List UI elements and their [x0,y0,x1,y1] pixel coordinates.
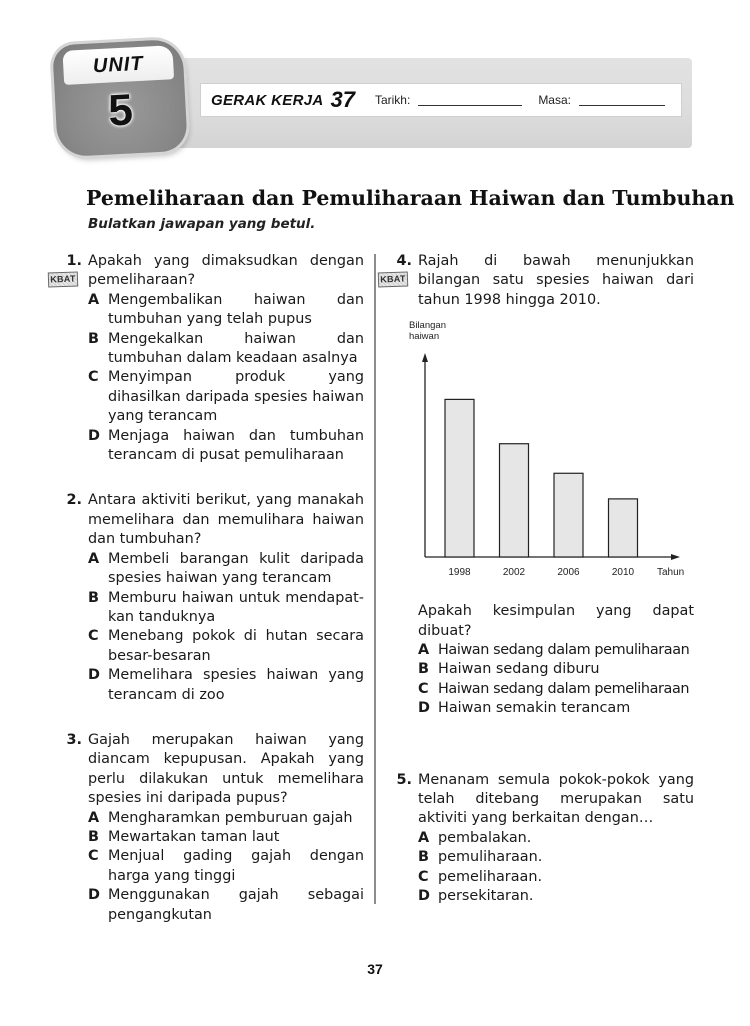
option-text: Menjual gading gajah dengan harga yang tinggi [108,848,364,884]
option-text: Mengekalkan haiwan dan tumbuhan dalam keadaan asalnya [108,330,364,367]
option-b[interactable] [88,589,364,628]
option-text: Menggunakan gajah sebagai pengangkutan [108,887,364,923]
question-number: 5. [396,771,412,788]
time-label: Masa: [538,93,571,107]
unit-tab [62,45,174,85]
chart-x-tick-label: 2010 [611,567,635,579]
unit-badge [52,39,188,158]
option-letter: C [418,680,429,697]
option-text: Mengharamkan pemburuan gajah [108,809,353,826]
worksheet-bar [200,83,682,117]
chart-bar-2010 [609,499,638,557]
option-letter: D [88,427,100,444]
option-a[interactable] [418,829,694,848]
page-number: 37 [367,961,383,977]
option-letter: A [88,809,100,826]
unit-number: 5 [107,85,135,136]
option-text: Mewartakan taman laut [108,828,280,845]
question-4 [378,252,694,719]
chart-x-tick-label: 2006 [557,567,580,579]
question-text: Rajah di bawah menunjukkan bilangan satu spesies haiwan dari tahun 1998 hingga 2010. [418,253,694,308]
option-letter: A [88,550,100,567]
option-text: Menyimpan produk yang dihasilkan daripada spesies haiwan yang terancam [108,369,364,425]
question-followup: Apakah kesimpulan yang dapat dibuat? [418,603,694,639]
page-title: Pemeliharaan dan Pemuliharaan Haiwan dan Tumbuhan [86,186,735,210]
option-letter: B [418,849,429,866]
column-divider [374,254,376,904]
time-field[interactable] [579,105,665,106]
question-number: 4. [396,253,412,269]
question-number: 2. [66,492,82,509]
option-letter: C [418,868,429,885]
option-letter: B [88,330,99,347]
date-label: Tarikh: [374,93,411,107]
option-letter: C [88,369,99,386]
option-letter: C [88,848,99,865]
chart-y-axis-label: Bilangan haiwan [409,320,446,343]
option-text: Haiwan sedang dalam pemeliharaan [438,680,690,697]
option-letter: D [418,700,430,717]
option-a[interactable] [88,550,364,589]
option-d[interactable] [88,666,364,705]
option-d[interactable] [418,887,694,906]
option-text: Haiwan semakin terancam [438,700,631,717]
bar-chart [400,320,700,580]
option-text: pembalakan. [438,829,532,846]
question-3 [48,731,364,925]
option-text: persekitaran. [438,888,534,905]
question-text: Gajah merupakan haiwan yang diancam kepupusan. Apakah yang perlu dilakukan untuk memelihara spesies ini daripada pupus? [88,731,364,807]
left-column [48,252,364,943]
question-text: Menanam semula pokok-pokok yang telah ditebang merupakan satu aktiviti yang berkaitan dengan… [418,771,694,827]
option-letter: A [418,829,430,846]
option-c[interactable] [88,847,364,886]
option-b[interactable] [88,828,364,847]
chart-bar-2006 [554,473,583,557]
right-column [378,252,694,925]
option-letter: A [88,291,100,308]
option-text: Haiwan sedang diburu [438,661,600,678]
option-d[interactable] [88,886,364,925]
option-text: Memburu haiwan untuk mendapat-kan tanduknya [108,589,364,625]
date-field[interactable] [418,105,522,106]
question-number: 3. [66,731,82,748]
option-b[interactable] [418,848,694,867]
option-letter: B [88,589,99,606]
hots-badge-icon: KBAT [378,271,409,287]
worksheet-title: GERAK KERJA [211,91,324,109]
option-text: pemeliharaan. [438,868,543,885]
option-letter: A [418,642,430,659]
option-a[interactable] [418,641,694,660]
chart-x-axis-label: Tahun [657,567,685,579]
worksheet-number: 37 [330,87,355,112]
chart-bar-2002 [500,444,529,557]
unit-label: UNIT [92,52,145,77]
chart-bar-1998 [445,400,474,558]
option-b[interactable] [88,330,364,369]
question-number: 1. [66,253,82,269]
option-text: pemuliharaan. [438,849,543,866]
chart-x-tick-label: 2002 [502,567,526,579]
option-letter: C [88,628,99,645]
option-letter: B [418,661,429,678]
option-c[interactable] [418,680,694,699]
question-1 [48,252,364,465]
option-c[interactable] [418,868,694,887]
option-text: Membeli barangan kulit daripada spesies haiwan yang terancam [108,550,364,587]
question-text: Antara aktiviti berikut, yang manakah memelihara dan memulihara haiwan dan tumbuhan? [88,492,364,548]
question-2 [48,491,364,704]
hots-badge-icon: KBAT [48,271,79,287]
option-c[interactable] [88,368,364,426]
chart-x-tick-label: 1998 [448,567,471,579]
option-letter: B [88,828,99,845]
instruction: Bulatkan jawapan yang betul. [88,216,316,232]
option-c[interactable] [88,627,364,666]
option-text: Memelihara spesies haiwan yang terancam di zoo [108,667,364,703]
option-text: Mengembalikan haiwan dan tumbuhan yang telah pupus [108,291,364,328]
option-text: Menebang pokok di hutan secara besar-besaran [108,628,364,664]
chart-plot [400,320,700,580]
option-a[interactable] [88,809,364,828]
option-text: Haiwan sedang dalam pemuliharaan [438,642,690,659]
option-a[interactable] [88,291,364,330]
option-text: Menjaga haiwan dan tumbuhan terancam di pusat pemuliharaan [108,427,364,464]
option-letter: D [88,887,100,904]
question-5 [378,771,694,907]
option-letter: D [88,667,100,684]
question-text: Apakah yang dimaksudkan dengan pemeliharaan? [88,253,364,289]
option-letter: D [418,888,430,905]
option-b[interactable] [418,660,694,679]
option-d[interactable] [88,427,364,466]
option-d[interactable] [418,699,694,718]
